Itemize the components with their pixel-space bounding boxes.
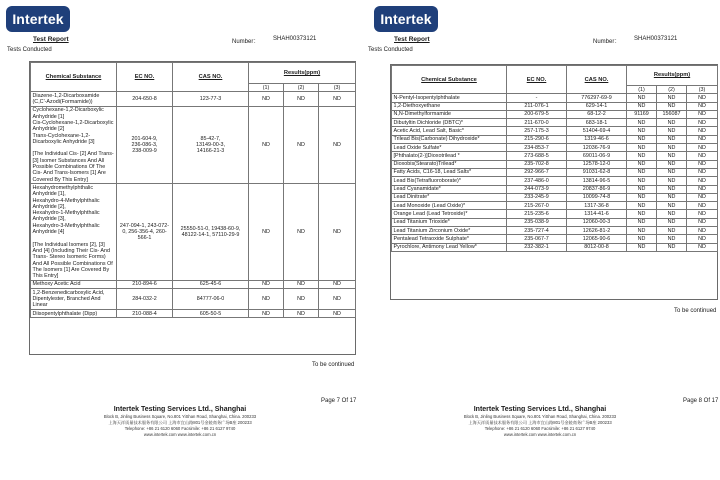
table-row (392, 235, 718, 243)
cell-result-3: ND (687, 102, 718, 110)
table-row (31, 106, 356, 184)
cell-cas-no: 20837-86-9 (567, 185, 627, 193)
company-address-chinese: 上海天祥质量技术服务有限公司 上海市宜山路801号金陵商务广场B座 200233 (468, 420, 612, 425)
cell-ec-no: 284-032-2 (117, 289, 173, 310)
cell-result-3: ND (319, 184, 356, 280)
table-row (392, 168, 718, 176)
cell-substance: Lead Titanium Zirconium Oxide* (392, 227, 507, 235)
table-row (392, 119, 718, 127)
cell-result-3: ND (687, 227, 718, 235)
cell-substance: Lead Titanium Trioxide* (392, 218, 507, 226)
cell-result-1: ND (249, 106, 284, 184)
cell-cas-no: 12060-00-3 (567, 218, 627, 226)
cell-cas-no: 1319-46-6 (567, 135, 627, 143)
cell-result-2: ND (657, 144, 687, 152)
cell-substance: Pyrochlore, Antimony Lead Yellow* (392, 243, 507, 251)
page-number: Page 7 Of 17 (321, 398, 357, 404)
company-telephone: Telephone: +86 21 6120 6060 Facsimile: +86 21 6127 9740 (124, 426, 236, 431)
cell-result-2: ND (657, 210, 687, 218)
cell-result-2: ND (657, 177, 687, 185)
cell-substance: Lead Bis(Tetrafluoroborate)* (392, 177, 507, 185)
table-row (392, 144, 718, 152)
cell-result-3: ND (687, 235, 718, 243)
table-row (392, 185, 718, 193)
cell-substance: Dioxobis(Stearato)Trilead* (392, 160, 507, 168)
table-row (392, 160, 718, 168)
report-number-label: Number： (232, 39, 260, 45)
header-result-3: (3) (319, 84, 356, 92)
cell-ec-no: 273-688-5 (507, 152, 567, 160)
cell-cas-no: 85-42-7, 13149-00-3, 14166-21-3 (173, 106, 249, 184)
header-results: Results(ppm) (627, 66, 718, 86)
table-row (31, 310, 356, 318)
cell-cas-no: 12065-90-6 (567, 235, 627, 243)
company-address-chinese: 上海天祥质量技术服务有限公司 上海市宜山路801号金陵商务广场B座 200233 (108, 420, 252, 425)
results-table-frame (29, 61, 356, 355)
cell-ec-no: 235-067-7 (507, 235, 567, 243)
to-be-continued: To be continued (674, 308, 717, 314)
cell-result-2: ND (657, 94, 687, 102)
cell-cas-no: 123-77-3 (173, 92, 249, 107)
cell-cas-no: 10099-74-8 (567, 193, 627, 201)
cell-cas-no: 51404-69-4 (567, 127, 627, 135)
header-result-1: (1) (627, 86, 657, 94)
header-result-2: (2) (284, 84, 319, 92)
table-row (392, 152, 718, 160)
results-table (30, 62, 356, 318)
cell-result-3: ND (319, 280, 356, 288)
table-row (31, 280, 356, 288)
report-number: SHAH00373121 (273, 36, 317, 42)
report-title: Test Report (33, 36, 69, 43)
cell-result-3: ND (687, 210, 718, 218)
cell-substance: Cyclohexane-1,2-Dicarboxylic Anhydride [1] Cis-Cyclohexane-1,2-Dicarboxylic Anhydride [2] Trans-Cyclohexane-1,2-Dicarboxylic Anhydride [3] [The Individual Cis- [2] And Trans- [3] Isomer Substances And All Possible Combinations Of The Cis- And Trans-Isomers [1] Are Covered By This Entry] (31, 106, 117, 184)
cell-result-3: ND (687, 144, 718, 152)
cell-result-3: ND (687, 94, 718, 102)
cell-ec-no: 215-267-0 (507, 202, 567, 210)
cell-result-3: ND (687, 152, 718, 160)
table-row (392, 127, 718, 135)
header-cas-no: CAS NO. (567, 66, 627, 94)
cell-result-2: 156087 (657, 110, 687, 118)
cell-substance: Dibutyltin Dichloride (DBTC)* (392, 119, 507, 127)
cell-cas-no: 13814-96-5 (567, 177, 627, 185)
cell-cas-no: 12036-76-9 (567, 144, 627, 152)
cell-result-1: ND (249, 289, 284, 310)
cell-result-3: ND (687, 193, 718, 201)
cell-result-2: ND (657, 218, 687, 226)
table-row (392, 94, 718, 102)
cell-ec-no: 215-235-6 (507, 210, 567, 218)
cell-ec-no: 237-486-0 (507, 177, 567, 185)
cell-substance: [Phthalato(2-)]Dioxotrilead * (392, 152, 507, 160)
cell-result-2: ND (657, 185, 687, 193)
cell-ec-no: 204-650-8 (117, 92, 173, 107)
cell-substance: Hexahydromethylphthalic Anhydride [1], Hexahydro-4-Methylphthalic Anhydride [2], Hexahydro-1-Methylphthalic Anhydride [3], Hexahydro-3-Methylphthalic Anhydride [4] [The Individual Isomers [2], [3] And [4] (Including Their Cis- And Trans- Stereo Isomeric Forms) And All Possible Combinations Of The Isomers [1] Are Covered By This Entry] (31, 184, 117, 280)
cell-result-1: ND (627, 227, 657, 235)
cell-result-3: ND (687, 160, 718, 168)
header-ec-no: EC NO. (117, 63, 173, 92)
cell-ec-no: 235-702-8 (507, 160, 567, 168)
table-row (392, 210, 718, 218)
cell-result-3: ND (319, 106, 356, 184)
cell-substance: Pentalead Tetraoxide Sulphate* (392, 235, 507, 243)
cell-cas-no: 1314-41-6 (567, 210, 627, 218)
cell-result-3: ND (687, 119, 718, 127)
cell-result-2: ND (657, 160, 687, 168)
cell-cas-no: 12578-12-0 (567, 160, 627, 168)
cell-result-3: ND (319, 310, 356, 318)
table-row (31, 289, 356, 310)
header-result-2: (2) (657, 86, 687, 94)
cell-result-3: ND (319, 92, 356, 107)
cell-cas-no: 68-12-2 (567, 110, 627, 118)
cell-substance: Lead Cyanamidate* (392, 185, 507, 193)
cell-ec-no: 235-038-9 (507, 218, 567, 226)
cell-result-3: ND (687, 177, 718, 185)
cell-result-3: ND (687, 243, 718, 251)
cell-result-2: ND (284, 289, 319, 310)
cell-result-1: ND (627, 168, 657, 176)
company-websites: www.intertek.com www.intertek.com.cn (503, 432, 577, 437)
cell-cas-no: 605-50-5 (173, 310, 249, 318)
cell-ec-no: 292-966-7 (507, 168, 567, 176)
table-row (392, 243, 718, 251)
cell-result-1: ND (627, 94, 657, 102)
cell-result-3: ND (687, 168, 718, 176)
report-title: Test Report (394, 36, 430, 43)
cell-substance: Diisopentylphthalate (Dipp) (31, 310, 117, 318)
cell-cas-no: 91031-62-8 (567, 168, 627, 176)
cell-result-3: ND (687, 135, 718, 143)
report-number: SHAH00373121 (634, 36, 678, 42)
cell-result-1: ND (627, 135, 657, 143)
table-row (392, 202, 718, 210)
cell-ec-no: 244-073-9 (507, 185, 567, 193)
cell-ec-no: 211-670-0 (507, 119, 567, 127)
cell-result-1: ND (249, 310, 284, 318)
cell-result-2: ND (284, 310, 319, 318)
cell-substance: 1,2-Benzenedicarboxylic Acid, Dipentylester, Branched And Linear (31, 289, 117, 310)
company-name: Intertek Testing Services Ltd., Shanghai (113, 406, 247, 413)
cell-substance: Diazene-1,2-Dicarboxamide (C,C'-Azodi(Formamide)) (31, 92, 117, 107)
cell-result-3: ND (687, 127, 718, 135)
cell-result-1: ND (627, 177, 657, 185)
header-results: Results(ppm) (249, 63, 356, 84)
cell-ec-no: 235-727-4 (507, 227, 567, 235)
table-row (392, 218, 718, 226)
cell-result-2: ND (284, 184, 319, 280)
cell-substance: N-Pentyl-Isopentylphthalate (392, 94, 507, 102)
table-row (392, 110, 718, 118)
cell-substance: 1,2-Diethoxyethane (392, 102, 507, 110)
cell-cas-no: 629-14-1 (567, 102, 627, 110)
cell-result-1: ND (249, 184, 284, 280)
cell-result-2: ND (657, 119, 687, 127)
cell-result-2: ND (657, 243, 687, 251)
company-name: Intertek Testing Services Ltd., Shanghai (473, 406, 607, 413)
cell-substance: Trilead Bis(Carbonate) Dihydroxide* (392, 135, 507, 143)
cell-result-2: ND (657, 102, 687, 110)
cell-result-1: ND (627, 152, 657, 160)
cell-result-1: ND (627, 119, 657, 127)
cell-substance: Lead Monoxide (Lead Oxide)* (392, 202, 507, 210)
cell-result-1: ND (627, 193, 657, 201)
company-address: Block B, Jinling Business Square, No.801 YiShan Road, Shanghai, China. 200233 (103, 414, 257, 419)
cell-ec-no: 232-382-1 (507, 243, 567, 251)
cell-result-3: ND (319, 289, 356, 310)
cell-result-1: ND (627, 102, 657, 110)
report-number-label: Number： (593, 39, 621, 45)
table-row (31, 184, 356, 280)
cell-result-1: ND (627, 218, 657, 226)
tests-conducted-heading: Tests Conducted (7, 47, 52, 53)
cell-result-2: ND (657, 135, 687, 143)
tests-conducted-heading: Tests Conducted (368, 47, 413, 53)
cell-result-3: ND (687, 110, 718, 118)
company-telephone: Telephone: +86 21 6120 6060 Facsimile: +86 21 6127 9740 (484, 426, 596, 431)
cell-substance: Lead Oxide Sulfate* (392, 144, 507, 152)
cell-result-2: ND (657, 202, 687, 210)
cell-result-2: ND (657, 152, 687, 160)
cell-result-3: ND (687, 218, 718, 226)
header-result-1: (1) (249, 84, 284, 92)
cell-ec-no: 211-076-1 (507, 102, 567, 110)
to-be-continued: To be continued (312, 362, 355, 368)
page-number: Page 8 Of 17 (683, 398, 719, 404)
cell-result-2: ND (657, 193, 687, 201)
cell-ec-no: 247-094-1, 243-072-0, 256-356-4, 260-566-1 (117, 184, 173, 280)
intertek-logo: Intertek (6, 6, 70, 32)
cell-result-1: ND (249, 280, 284, 288)
cell-cas-no: 625-45-6 (173, 280, 249, 288)
cell-result-1: ND (627, 185, 657, 193)
cell-cas-no: 776297-69-9 (567, 94, 627, 102)
cell-ec-no: 210-088-4 (117, 310, 173, 318)
cell-ec-no: 215-290-6 (507, 135, 567, 143)
cell-result-1: ND (627, 202, 657, 210)
table-row (31, 92, 356, 107)
cell-result-1: 91169 (627, 110, 657, 118)
table-row (392, 227, 718, 235)
cell-substance: N,N-Dimethylformamide (392, 110, 507, 118)
cell-substance: Lead Dinitrate* (392, 193, 507, 201)
cell-result-2: ND (284, 92, 319, 107)
cell-result-1: ND (627, 243, 657, 251)
cell-ec-no: 200-679-5 (507, 110, 567, 118)
header-cas-no: CAS NO. (173, 63, 249, 92)
cell-substance: Fatty Acids, C16-18, Lead Salts* (392, 168, 507, 176)
cell-result-2: ND (284, 280, 319, 288)
table-row (392, 102, 718, 110)
cell-result-1: ND (627, 160, 657, 168)
cell-ec-no: 234-853-7 (507, 144, 567, 152)
cell-ec-no: 233-245-9 (507, 193, 567, 201)
cell-result-2: ND (657, 235, 687, 243)
header-chemical-substance: Chemical Substance (392, 66, 507, 94)
cell-cas-no: 69011-06-9 (567, 152, 627, 160)
report-page-8 (360, 0, 720, 480)
cell-result-2: ND (284, 106, 319, 184)
header-result-3: (3) (687, 86, 718, 94)
header-chemical-substance: Chemical Substance (31, 63, 117, 92)
cell-result-1: ND (627, 144, 657, 152)
cell-result-3: ND (687, 202, 718, 210)
results-table (391, 65, 718, 252)
cell-cas-no: 84777-06-0 (173, 289, 249, 310)
cell-cas-no: 683-18-1 (567, 119, 627, 127)
cell-ec-no: 210-894-6 (117, 280, 173, 288)
table-row (392, 177, 718, 185)
cell-result-2: ND (657, 127, 687, 135)
header-ec-no: EC NO. (507, 66, 567, 94)
cell-ec-no: 257-175-3 (507, 127, 567, 135)
table-row (392, 135, 718, 143)
results-table-frame (390, 64, 718, 300)
intertek-logo: Intertek (374, 6, 438, 32)
cell-ec-no: 201-604-9, 236-086-3, 238-009-9 (117, 106, 173, 184)
cell-result-3: ND (687, 185, 718, 193)
cell-result-1: ND (627, 127, 657, 135)
cell-result-2: ND (657, 227, 687, 235)
cell-result-1: ND (627, 210, 657, 218)
cell-substance: Methoxy Acetic Acid (31, 280, 117, 288)
company-address: Block B, Jinling Business Square, No.801 YiShan Road, Shanghai, China. 200233 (463, 414, 617, 419)
cell-result-1: ND (249, 92, 284, 107)
cell-cas-no: 1317-36-8 (567, 202, 627, 210)
cell-substance: Orange Lead (Lead Tetroxide)* (392, 210, 507, 218)
cell-cas-no: 12626-81-2 (567, 227, 627, 235)
cell-ec-no: - (507, 94, 567, 102)
company-websites: www.intertek.com www.intertek.com.cn (143, 432, 217, 437)
cell-substance: Acetic Acid, Lead Salt, Basic* (392, 127, 507, 135)
cell-cas-no: 25550-51-0, 19438-60-9, 48122-14-1, 57110-29-9 (173, 184, 249, 280)
cell-result-2: ND (657, 168, 687, 176)
cell-cas-no: 8012-00-8 (567, 243, 627, 251)
table-row (392, 193, 718, 201)
cell-result-1: ND (627, 235, 657, 243)
